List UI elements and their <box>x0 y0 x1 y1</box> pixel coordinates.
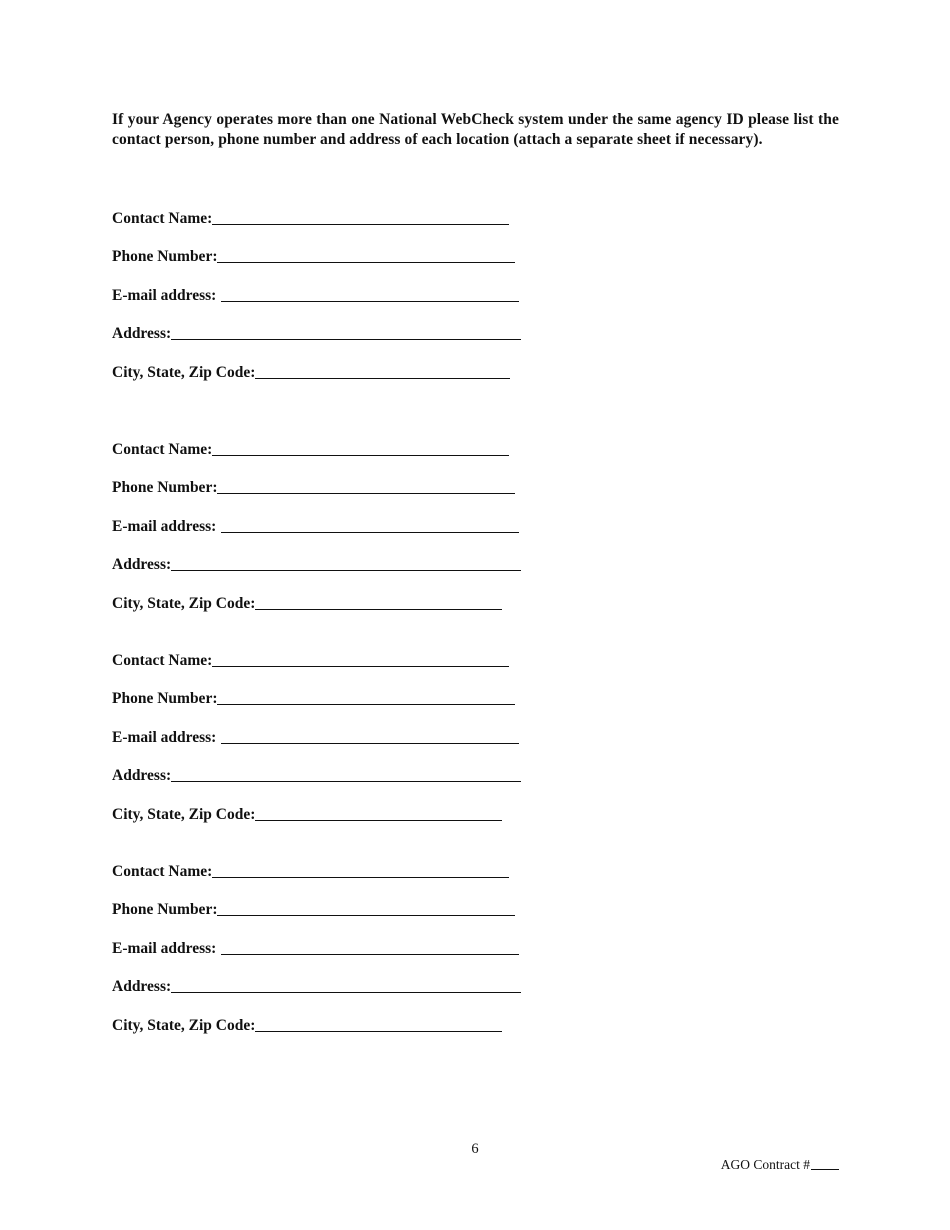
phone-number-label: Phone Number: <box>112 479 218 496</box>
city-state-zip-input-line[interactable] <box>255 378 510 379</box>
phone-number-field-3 <box>112 686 515 708</box>
email-address-field-4 <box>112 936 519 958</box>
contact-name-input-line[interactable] <box>212 877 509 878</box>
address-field-4 <box>112 974 521 996</box>
email-address-label: E-mail address: <box>112 518 217 535</box>
phone-number-input-line[interactable] <box>217 262 515 263</box>
city-state-zip-field-3 <box>112 802 502 824</box>
contract-label: AGO Contract # <box>720 1157 810 1172</box>
address-input-line[interactable] <box>171 992 521 993</box>
address-field-3 <box>112 763 521 785</box>
email-address-field-1 <box>112 283 519 305</box>
contact-name-field-3 <box>112 648 509 670</box>
phone-number-field-2 <box>112 475 515 497</box>
city-state-zip-label: City, State, Zip Code: <box>112 1017 256 1034</box>
contact-name-field-2 <box>112 437 509 459</box>
contract-number-input-line[interactable] <box>811 1169 839 1170</box>
contact-name-input-line[interactable] <box>212 666 509 667</box>
city-state-zip-input-line[interactable] <box>255 609 502 610</box>
contact-name-input-line[interactable] <box>212 455 509 456</box>
email-address-input-line[interactable] <box>221 743 519 744</box>
contact-name-input-line[interactable] <box>212 224 509 225</box>
page-number: 6 <box>471 1141 479 1157</box>
email-address-label: E-mail address: <box>112 287 217 304</box>
city-state-zip-label: City, State, Zip Code: <box>112 364 256 381</box>
phone-number-field-1 <box>112 244 515 266</box>
phone-number-field-4 <box>112 897 515 919</box>
phone-number-label: Phone Number: <box>112 901 218 918</box>
phone-number-input-line[interactable] <box>217 704 515 705</box>
email-address-field-2 <box>112 514 519 536</box>
address-label: Address: <box>112 325 172 342</box>
email-address-field-3 <box>112 725 519 747</box>
city-state-zip-field-1 <box>112 360 510 382</box>
address-input-line[interactable] <box>171 570 521 571</box>
address-field-1 <box>112 321 521 343</box>
city-state-zip-label: City, State, Zip Code: <box>112 806 256 823</box>
address-input-line[interactable] <box>171 781 521 782</box>
contact-name-label: Contact Name: <box>112 652 213 669</box>
instructions-paragraph: If your Agency operates more than one National WebCheck system under the same agency ID please list the contact person, phone number and address of each location (attach a separate sheet if necessary). <box>112 111 839 148</box>
email-address-input-line[interactable] <box>221 532 519 533</box>
city-state-zip-field-4 <box>112 1013 502 1035</box>
contact-name-field-4 <box>112 859 509 881</box>
contact-name-field-1 <box>112 206 509 228</box>
email-address-label: E-mail address: <box>112 940 217 957</box>
phone-number-input-line[interactable] <box>217 915 515 916</box>
phone-number-label: Phone Number: <box>112 690 218 707</box>
email-address-input-line[interactable] <box>221 301 519 302</box>
email-address-input-line[interactable] <box>221 954 519 955</box>
phone-number-label: Phone Number: <box>112 248 218 265</box>
phone-number-input-line[interactable] <box>217 493 515 494</box>
contact-name-label: Contact Name: <box>112 210 213 227</box>
city-state-zip-label: City, State, Zip Code: <box>112 595 256 612</box>
address-label: Address: <box>112 767 172 784</box>
city-state-zip-field-2 <box>112 591 502 613</box>
address-label: Address: <box>112 978 172 995</box>
contact-name-label: Contact Name: <box>112 441 213 458</box>
email-address-label: E-mail address: <box>112 729 217 746</box>
contact-name-label: Contact Name: <box>112 863 213 880</box>
contract-number-field <box>721 1157 839 1173</box>
address-label: Address: <box>112 556 172 573</box>
city-state-zip-input-line[interactable] <box>255 1031 502 1032</box>
address-field-2 <box>112 552 521 574</box>
city-state-zip-input-line[interactable] <box>255 820 502 821</box>
address-input-line[interactable] <box>171 339 521 340</box>
